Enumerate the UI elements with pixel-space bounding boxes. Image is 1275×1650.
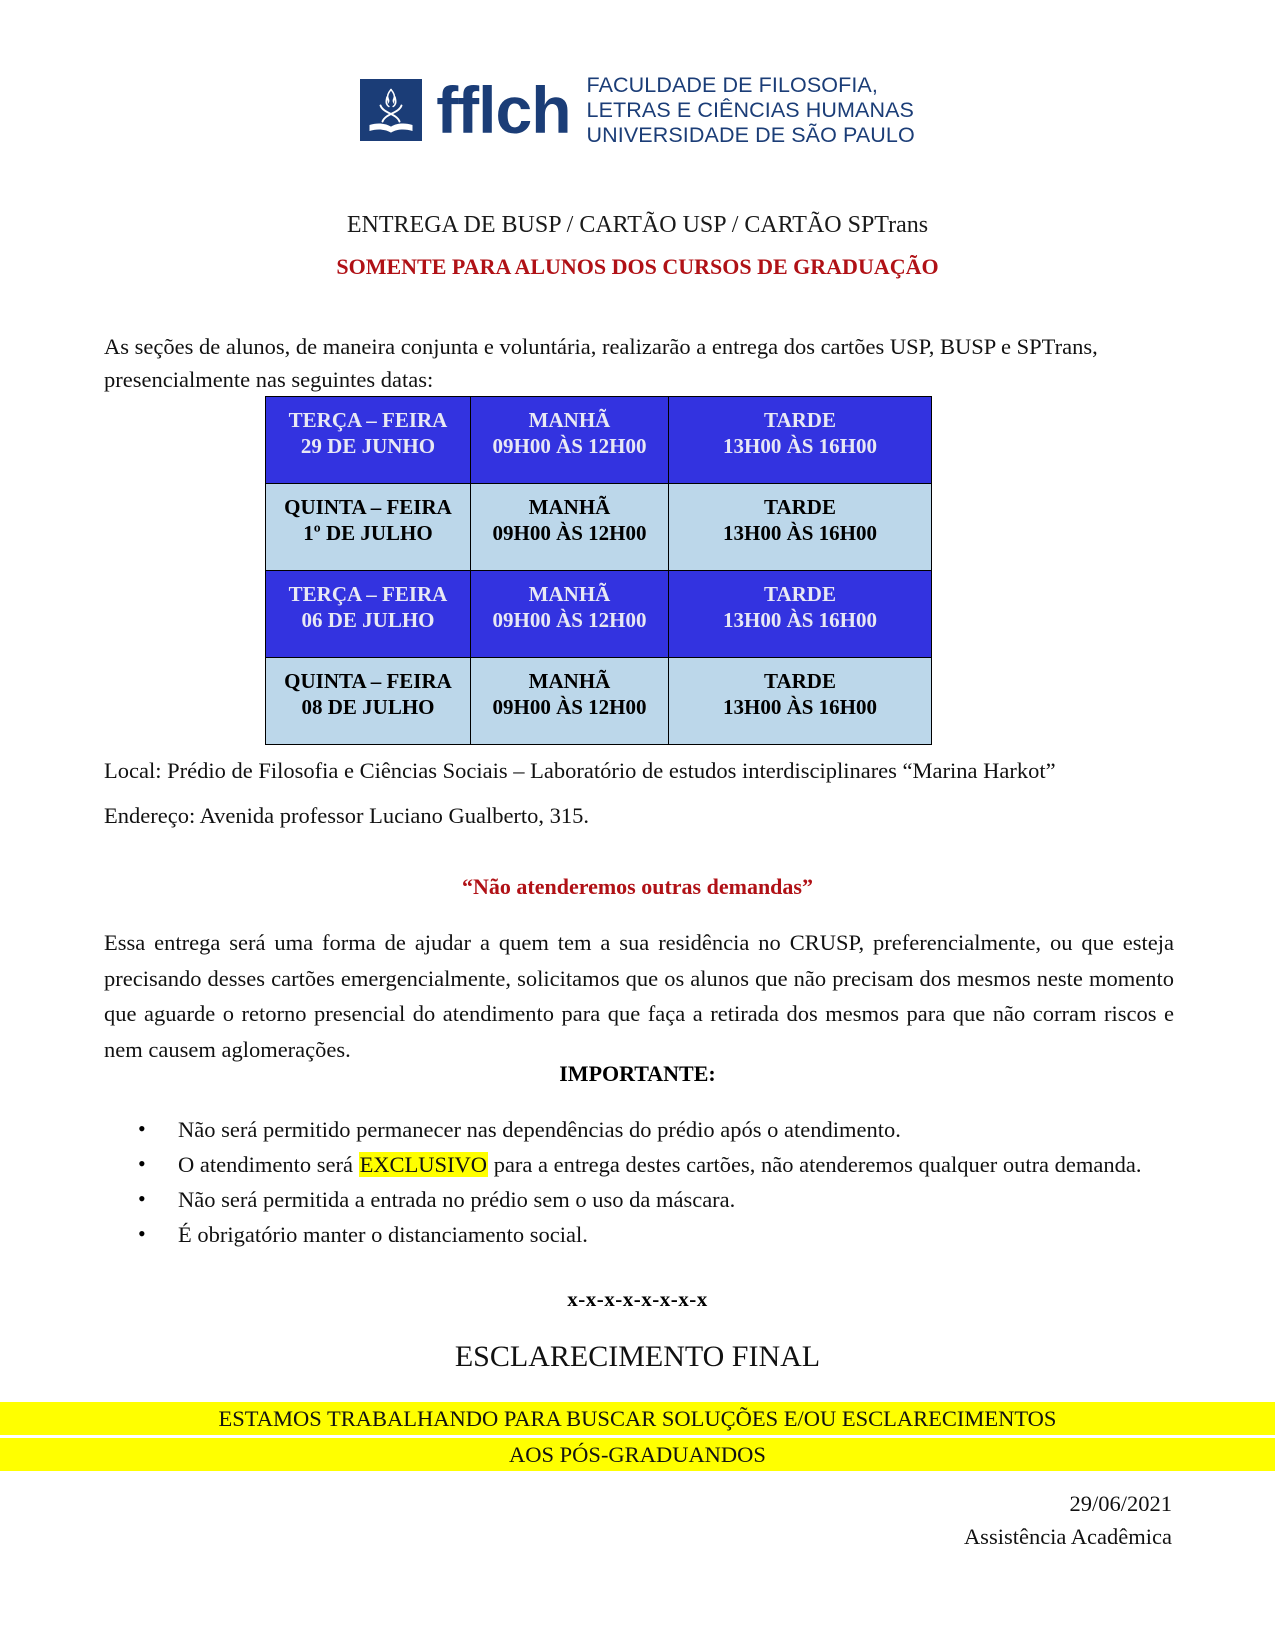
page-title: ENTREGA DE BUSP / CARTÃO USP / CARTÃO SPTrans: [346, 212, 929, 238]
signature-author: Assistência Acadêmica: [963, 1524, 1172, 1549]
signature-block: [964, 1487, 1172, 1553]
cell-line-1: TARDE: [764, 582, 836, 606]
table-row: [266, 484, 932, 571]
table-cell-afternoon: [669, 571, 932, 658]
intro-paragraph: As seções de alunos, de maneira conjunta e voluntária, realizarão a entrega dos cartões USP, BUSP e SPTrans, presencialmente nas seguintes datas:: [104, 334, 1098, 392]
table-cell-day: [266, 658, 471, 745]
table-row: [266, 397, 932, 484]
bullet-text-pre: O atendimento será: [178, 1152, 359, 1177]
list-item: [178, 1148, 1178, 1181]
final-highlight-text-1: ESTAMOS TRABALHANDO PARA BUSCAR SOLUÇÕES E/OU ESCLARECIMENTOS: [218, 1406, 1057, 1431]
cell-line-2: 1º DE JULHO: [303, 521, 433, 545]
list-item: [178, 1183, 1178, 1216]
highlighted-term: EXCLUSIVO: [359, 1152, 488, 1177]
bullet-text-pre: É obrigatório manter o distanciamento social.: [178, 1222, 588, 1247]
table-cell-day: [266, 484, 471, 571]
table-cell-afternoon: [669, 658, 932, 745]
final-heading: ESCLARECIMENTO FINAL: [454, 1340, 821, 1373]
list-item: [178, 1218, 1178, 1251]
cell-line-1: TARDE: [764, 408, 836, 432]
cell-line-1: TERÇA – FEIRA: [288, 582, 448, 606]
cell-line-2: 13H00 ÀS 16H00: [722, 521, 877, 545]
cell-line-1: MANHÃ: [528, 408, 611, 432]
table-row: [266, 658, 932, 745]
final-highlight-text-2: AOS PÓS-GRADUANDOS: [509, 1442, 766, 1467]
cell-line-1: TERÇA – FEIRA: [288, 408, 448, 432]
logo-line-1: FACULDADE DE FILOSOFIA,: [586, 73, 878, 97]
cell-line-2: 13H00 ÀS 16H00: [722, 434, 877, 458]
final-highlight-line-2: [0, 1438, 1275, 1471]
table-cell-morning: [471, 484, 669, 571]
table-cell-morning: [471, 571, 669, 658]
red-notice-quote: “Não atenderemos outras demandas”: [462, 874, 813, 899]
final-highlight-line-1: [0, 1402, 1275, 1435]
logo-wordmark: fflch: [436, 73, 571, 147]
torch-over-open-book-icon: [360, 79, 422, 141]
schedule-table: [265, 396, 932, 745]
list-item: [178, 1113, 1178, 1146]
schedule-table-wrapper: [265, 396, 931, 745]
schedule-table-body: [266, 397, 932, 745]
important-heading: IMPORTANTE:: [559, 1061, 716, 1086]
logo-line-3: UNIVERSIDADE DE SÃO PAULO: [586, 123, 915, 147]
bullet-text-pre: Não será permitida a entrada no prédio sem o uso da máscara.: [178, 1187, 736, 1212]
signature-date: 29/06/2021: [1069, 1491, 1172, 1516]
cell-line-1: MANHÃ: [528, 582, 611, 606]
logo-inner: [360, 72, 915, 148]
table-cell-day: [266, 571, 471, 658]
cell-line-2: 08 DE JULHO: [301, 695, 435, 719]
cell-line-2: 06 DE JULHO: [301, 608, 435, 632]
section-divider: x-x-x-x-x-x-x-x: [567, 1287, 708, 1311]
cell-line-2: 09H00 ÀS 12H00: [492, 521, 647, 545]
table-cell-afternoon: [669, 397, 932, 484]
table-cell-morning: [471, 658, 669, 745]
institutional-logo: [0, 72, 1275, 148]
final-highlight-block: [0, 1402, 1275, 1471]
cell-line-2: 09H00 ÀS 12H00: [492, 434, 647, 458]
cell-line-2: 13H00 ÀS 16H00: [722, 695, 877, 719]
location-line: Local: Prédio de Filosofia e Ciências Sociais – Laboratório de estudos interdisciplinares “Marina Harkot”: [104, 758, 1056, 783]
cell-line-2: 29 DE JUNHO: [300, 434, 436, 458]
cell-line-1: TARDE: [764, 669, 836, 693]
table-row: [266, 571, 932, 658]
logo-line-2: LETRAS E CIÊNCIAS HUMANAS: [586, 98, 914, 122]
cell-line-2: 09H00 ÀS 12H00: [492, 695, 647, 719]
table-cell-afternoon: [669, 484, 932, 571]
cell-line-1: TARDE: [764, 495, 836, 519]
page-subtitle: SOMENTE PARA ALUNOS DOS CURSOS DE GRADUAÇÃO: [336, 254, 939, 279]
cell-line-2: 13H00 ÀS 16H00: [722, 608, 877, 632]
cell-line-1: MANHÃ: [528, 495, 611, 519]
bullet-text-pre: Não será permitido permanecer nas dependências do prédio após o atendimento.: [178, 1117, 901, 1142]
address-line: Endereço: Avenida professor Luciano Gualberto, 315.: [104, 803, 590, 828]
bullet-text-post: para a entrega destes cartões, não atenderemos qualquer outra demanda.: [488, 1152, 1142, 1177]
cell-line-1: MANHÃ: [528, 669, 611, 693]
cell-line-1: QUINTA – FEIRA: [284, 495, 452, 519]
logo-institution-lines: [587, 72, 915, 148]
cell-line-2: 09H00 ÀS 12H00: [492, 608, 647, 632]
table-cell-morning: [471, 397, 669, 484]
cell-line-1: QUINTA – FEIRA: [284, 669, 452, 693]
table-cell-day: [266, 397, 471, 484]
body-paragraph: Essa entrega será uma forma de ajudar a quem tem a sua residência no CRUSP, preferencialmente, ou que esteja precisando desses cartões emergencialmente, solicitamos que os alunos que não precisam dos mesmos neste momento que aguarde o retorno presencial do atendimento para que faça a retirada dos mesmos para que não corram riscos e nem causem aglomerações.: [104, 930, 1174, 1062]
important-rules-list: [132, 1113, 1178, 1253]
